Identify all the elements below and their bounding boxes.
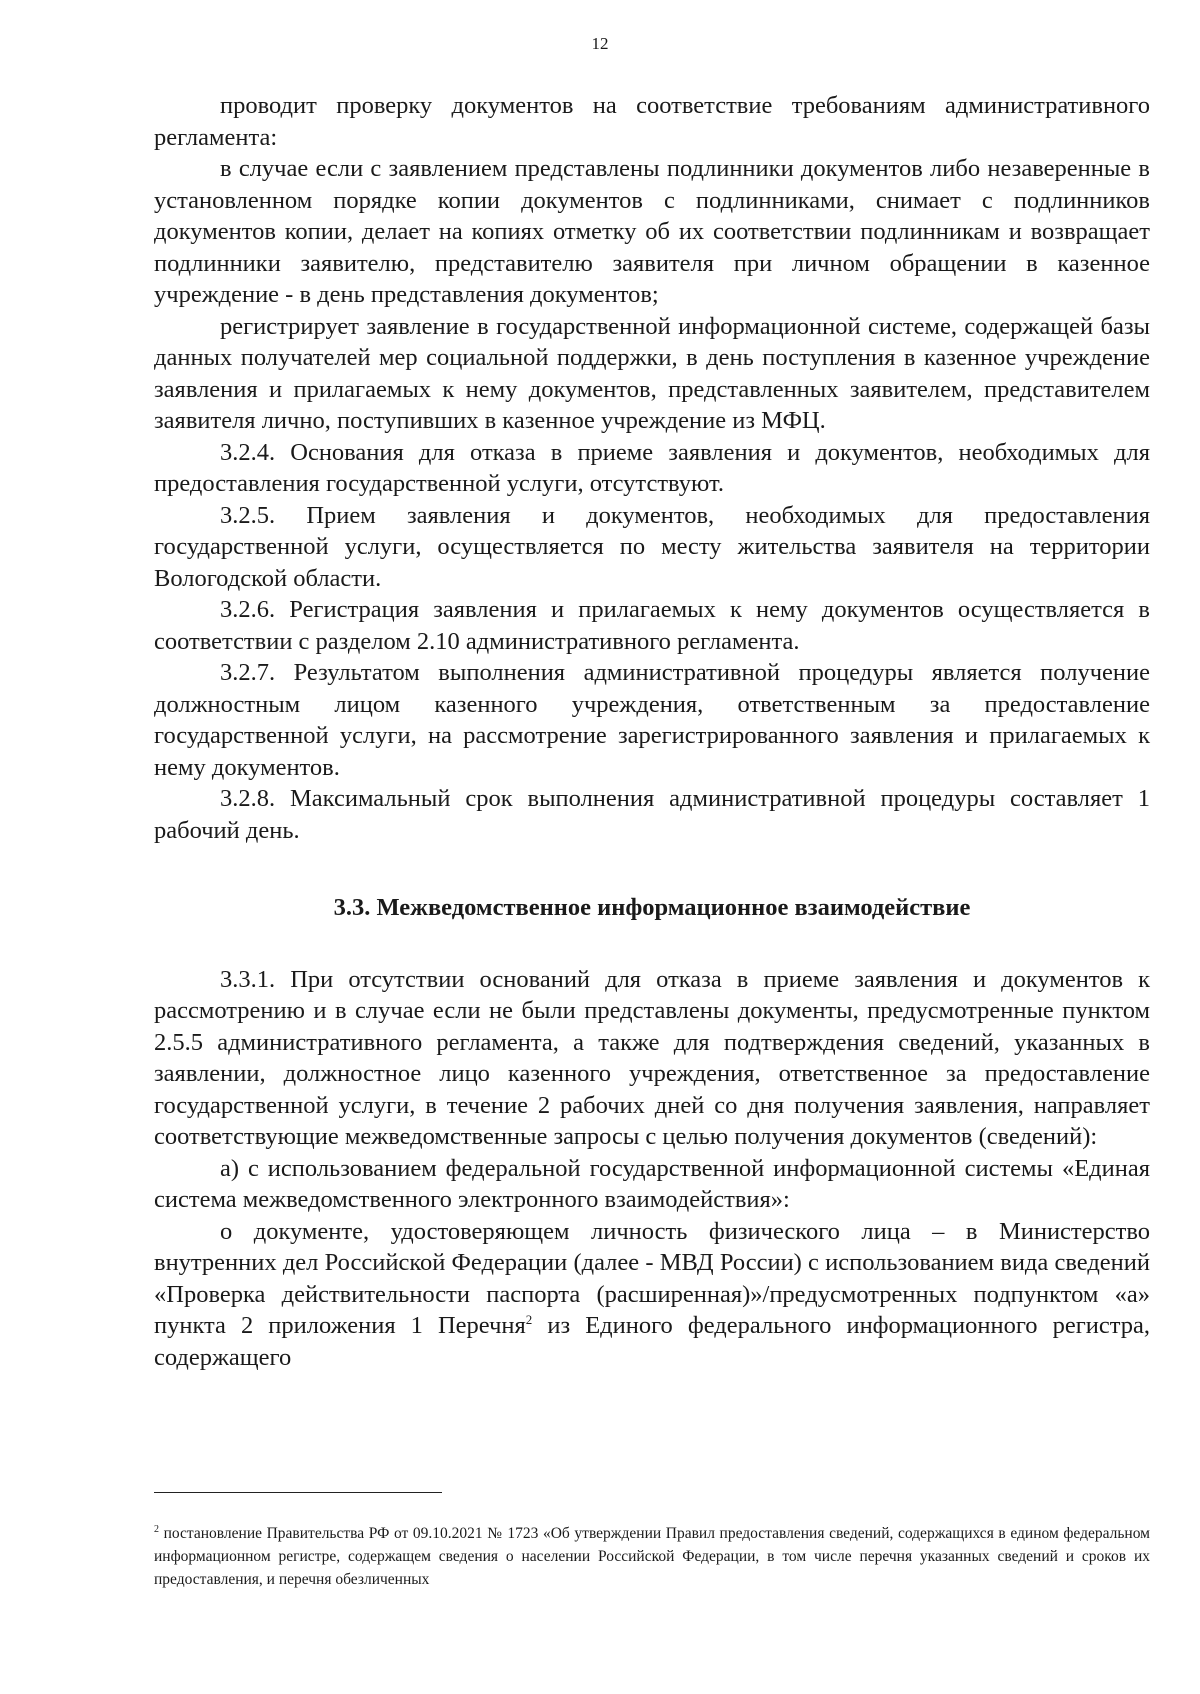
footnote-mark: 2 bbox=[154, 1524, 159, 1535]
paragraph-3-2-5: 3.2.5. Прием заявления и документов, необходимых для предоставления государственной услуги, осуществляется по месту жительства заявителя на территории Вологодской области. bbox=[154, 501, 1150, 592]
paragraph-3-3-1: 3.3.1. При отсутствии оснований для отказа в приеме заявления и документов к рассмотрению и в случае если не были представлены документы, предусмотренные пунктом 2.5.5 административного регламента, а также для подтверждения сведений, указанных в заявлении, должностное лицо казенного учреждения, ответственное за предоставление государственной услуги, в течение 2 рабочих дней со дня получения заявления, направляет соответствующие межведомственные запросы с целью получения документов (сведений): bbox=[154, 965, 1150, 1150]
page-number: 12 bbox=[591, 34, 609, 53]
paragraph-with-footnote-ref bbox=[154, 1216, 1150, 1374]
footnote-separator bbox=[154, 1492, 442, 1493]
paragraph: проводит проверку документов на соответствие требованиям административного регламента: bbox=[154, 92, 1150, 151]
paragraph-3-2-8: 3.2.8. Максимальный срок выполнения административной процедуры составляет 1 рабочий день. bbox=[154, 785, 1150, 844]
paragraph-text: из Единого федерального информационного регистра, содержащего bbox=[154, 1312, 1151, 1371]
footnote-reference[interactable]: 2 bbox=[525, 1312, 533, 1327]
body-text bbox=[154, 90, 1150, 1373]
paragraph: регистрирует заявление в государственной информационной системе, содержащей базы данных получателей мер социальной поддержки, в день поступления в казенное учреждение заявления и прилагаемых к нему документов, представленных заявителем, представителем заявителя лично, поступивших в казенное учреждение из МФЦ. bbox=[154, 312, 1150, 434]
paragraph-3-2-4: 3.2.4. Основания для отказа в приеме заявления и документов, необходимых для предоставления государственной услуги, отсутствуют. bbox=[154, 438, 1150, 497]
paragraph-text: о документе, удостоверяющем личность физического лица – в Министерство внутренних дел Российской Федерации (далее - МВД России) с использованием вида сведений «Проверка действительности паспорта (расширенная)»/предусмотренных подпунктом «а» пункта 2 приложения 1 Перечня bbox=[154, 1217, 1150, 1339]
paragraph-3-2-6: 3.2.6. Регистрация заявления и прилагаемых к нему документов осуществляется в соответствии с разделом 2.10 административного регламента. bbox=[154, 596, 1150, 655]
footnote-text: постановление Правительства РФ от 09.10.2021 № 1723 «Об утверждении Правил предоставления сведений, содержащихся в едином федеральном информационном регистре, содержащем сведения о населении Российской Федерации, в том числе перечня указанных сведений и сроков их предоставления, и перечня обезличенных bbox=[154, 1525, 1150, 1588]
section-heading: 3.3. Межведомственное информационное взаимодействие bbox=[333, 894, 971, 921]
footnote bbox=[154, 1522, 1150, 1591]
paragraph-3-2-7: 3.2.7. Результатом выполнения административной процедуры является получение должностным лицом казенного учреждения, ответственным за предоставление государственной услуги, на рассмотрение зарегистрированного заявления и прилагаемых к нему документов. bbox=[154, 659, 1150, 781]
paragraph: в случае если с заявлением представлены подлинники документов либо незаверенные в установленном порядке копии документов с подлинниками, снимает с подлинников документов копии, делает на копиях отметку об их соответствии подлинникам и возвращает подлинники заявителю, представителю заявителя при личном обращении в казенное учреждение - в день представления документов; bbox=[154, 155, 1150, 308]
paragraph: а) с использованием федеральной государственной информационной системы «Единая система межведомственного электронного взаимодействия»: bbox=[154, 1154, 1150, 1213]
